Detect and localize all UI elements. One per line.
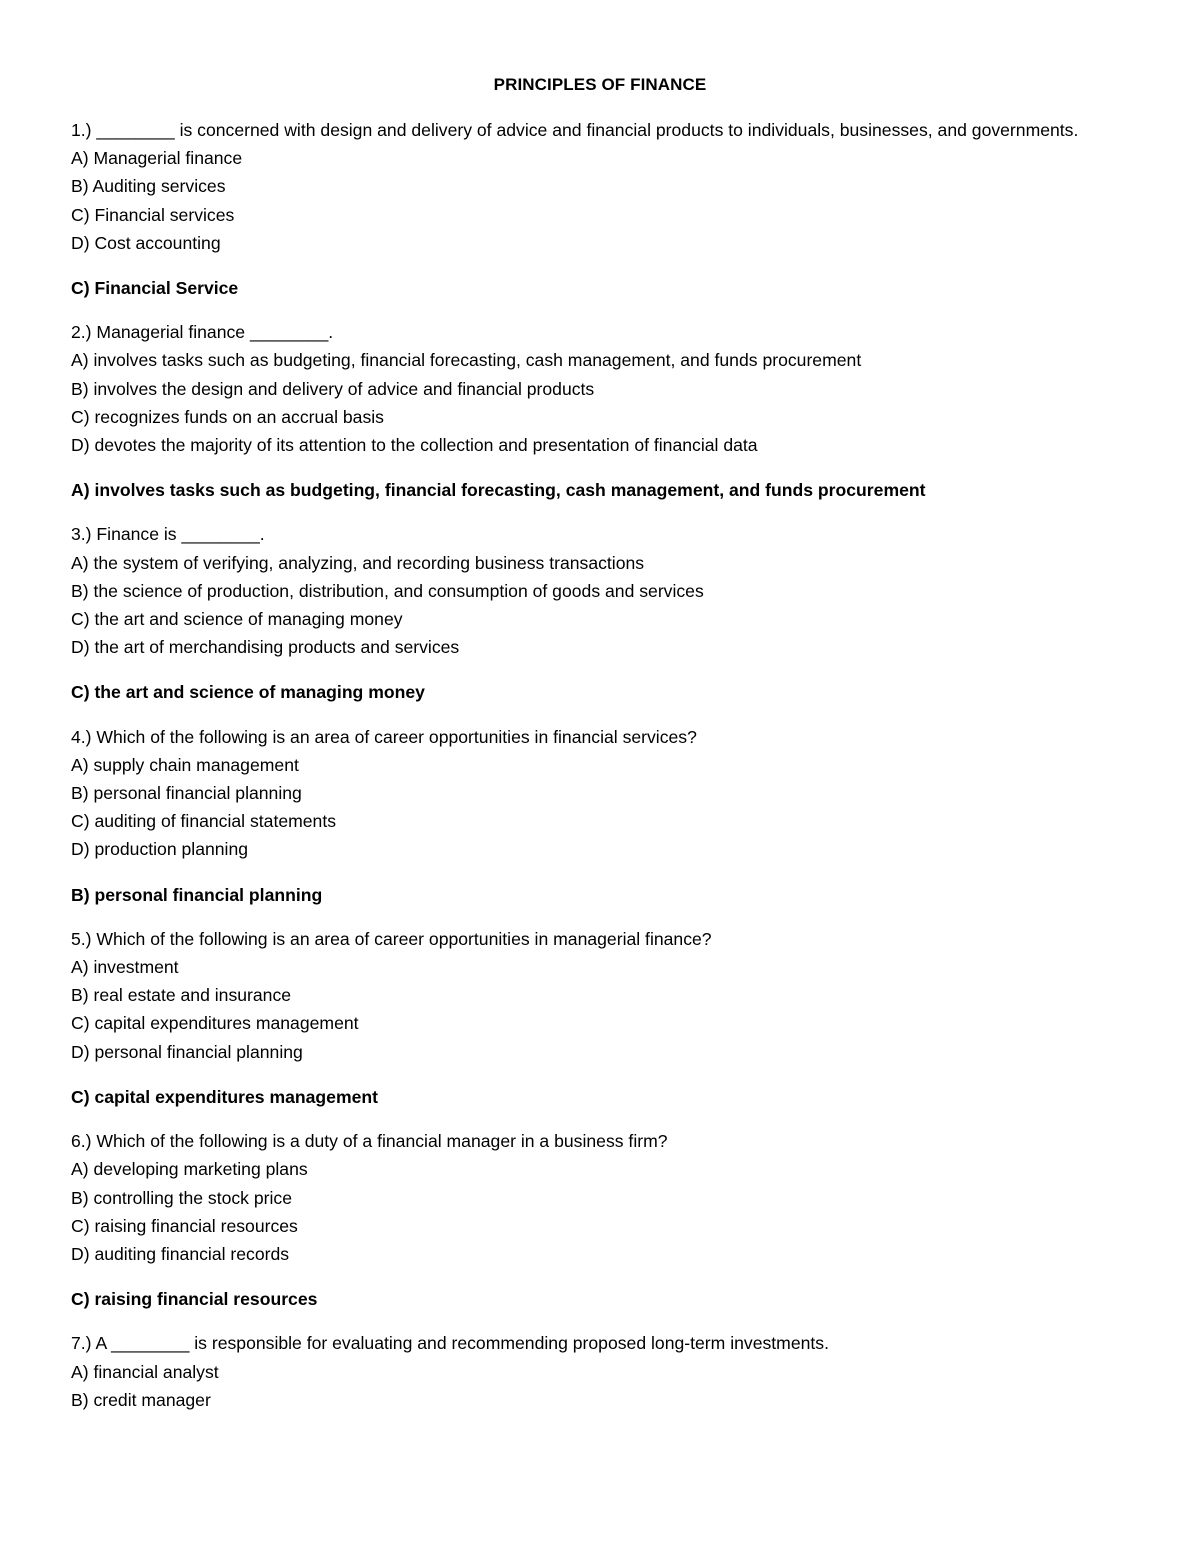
answer-text: C) capital expenditures management	[71, 1086, 378, 1107]
option-b: B) controlling the stock price	[71, 1187, 292, 1208]
answer-text: B) personal financial planning	[71, 884, 323, 905]
question-2	[71, 318, 1131, 504]
question-4	[71, 723, 1131, 909]
question-stem: 3.) Finance is ________.	[71, 524, 265, 545]
option-b: B) real estate and insurance	[71, 985, 292, 1006]
question-stem: 7.) A ________ is responsible for evaluating and recommending proposed long-term investments.	[71, 1333, 829, 1354]
option-c: C) recognizes funds on an accrual basis	[71, 406, 384, 427]
option-c: C) capital expenditures management	[71, 1013, 359, 1034]
option-b: B) involves the design and delivery of advice and financial products	[71, 378, 595, 399]
answer-text: C) the art and science of managing money	[71, 682, 425, 703]
option-c: C) raising financial resources	[71, 1215, 298, 1236]
question-stem: 5.) Which of the following is an area of career opportunities in managerial finance?	[71, 928, 712, 949]
question-stem: 2.) Managerial finance ________.	[71, 322, 334, 343]
document-title: PRINCIPLES OF FINANCE	[493, 75, 707, 94]
option-a: A) investment	[71, 957, 179, 978]
option-d: D) Cost accounting	[71, 232, 221, 253]
option-a: A) Managerial finance	[71, 148, 243, 169]
option-b: B) Auditing services	[71, 176, 226, 197]
question-stem: 1.) ________ is concerned with design and delivery of advice and financial products to individuals, businesses, and governments.	[71, 120, 1079, 140]
answer-text: A) involves tasks such as budgeting, financial forecasting, cash management, and funds procurement	[71, 480, 926, 501]
question-stem: 4.) Which of the following is an area of career opportunities in financial services?	[71, 726, 697, 747]
question-stem: 6.) Which of the following is a duty of a financial manager in a business firm?	[71, 1131, 668, 1152]
option-a: A) supply chain management	[71, 754, 299, 775]
option-c: C) auditing of financial statements	[71, 811, 337, 832]
option-a: A) involves tasks such as budgeting, financial forecasting, cash management, and funds procurement	[71, 350, 862, 371]
answer-text: C) raising financial resources	[71, 1289, 318, 1310]
question-7	[71, 1329, 1131, 1414]
option-a: A) financial analyst	[71, 1361, 219, 1382]
option-c: C) the art and science of managing money	[71, 609, 403, 630]
option-d: D) devotes the majority of its attention to the collection and presentation of financial data	[71, 435, 758, 456]
option-b: B) the science of production, distribution, and consumption of goods and services	[71, 580, 704, 601]
option-a: A) developing marketing plans	[71, 1159, 308, 1180]
question-list	[71, 116, 1131, 1430]
option-b: B) credit manager	[71, 1389, 211, 1410]
question-6	[71, 1127, 1131, 1313]
answer-text: C) Financial Service	[71, 278, 239, 299]
option-c: C) Financial services	[71, 204, 235, 225]
question-1	[71, 116, 1131, 302]
question-5	[71, 925, 1131, 1111]
option-d: D) production planning	[71, 839, 249, 860]
option-a: A) the system of verifying, analyzing, and recording business transactions	[71, 552, 645, 573]
option-d: D) personal financial planning	[71, 1041, 303, 1062]
option-d: D) auditing financial records	[71, 1243, 290, 1264]
question-3	[71, 520, 1131, 706]
option-d: D) the art of merchandising products and services	[71, 637, 460, 658]
option-b: B) personal financial planning	[71, 783, 302, 804]
